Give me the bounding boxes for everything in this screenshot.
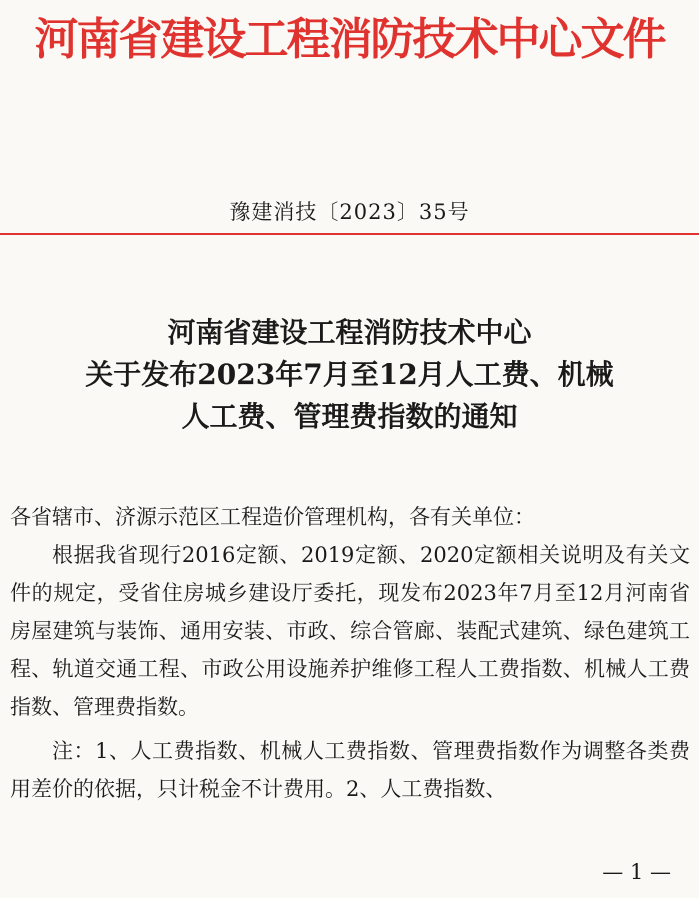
note-paragraph: 注：1、人工费指数、机械人工费指数、管理费指数作为调整各类费用差价的依据，只计税金不计费用。2、人工费指数、 — [10, 739, 690, 801]
body-paragraph: 根据我省现行2016定额、2019定额、2020定额相关说明及有关文件的规定，受省住房城乡建设厅委托，现发布2023年7月至12月河南省房屋建筑与装饰、通用安装、市政、综合管廊、装配式建筑、绿色建筑工程、轨道交通工程、市政公用设施养护维修工程人工费指数、机械人工费指数、管理费指数。 — [10, 543, 690, 719]
page-number: — 1 — — [602, 860, 671, 884]
notice-body — [10, 498, 690, 808]
org-masthead: 河南省建设工程消防技术中心文件 — [34, 14, 665, 65]
red-divider — [0, 233, 699, 235]
title-line-3: 人工费、管理费指数的通知 — [181, 400, 518, 433]
document-number: 豫建消技〔2023〕35号 — [229, 200, 470, 224]
salutation: 各省辖市、济源示范区工程造价管理机构，各有关单位： — [10, 505, 535, 529]
notice-title — [0, 312, 699, 438]
title-line-1: 河南省建设工程消防技术中心 — [167, 316, 532, 349]
title-line-2: 关于发布2023年7月至12月人工费、机械 — [85, 358, 614, 391]
